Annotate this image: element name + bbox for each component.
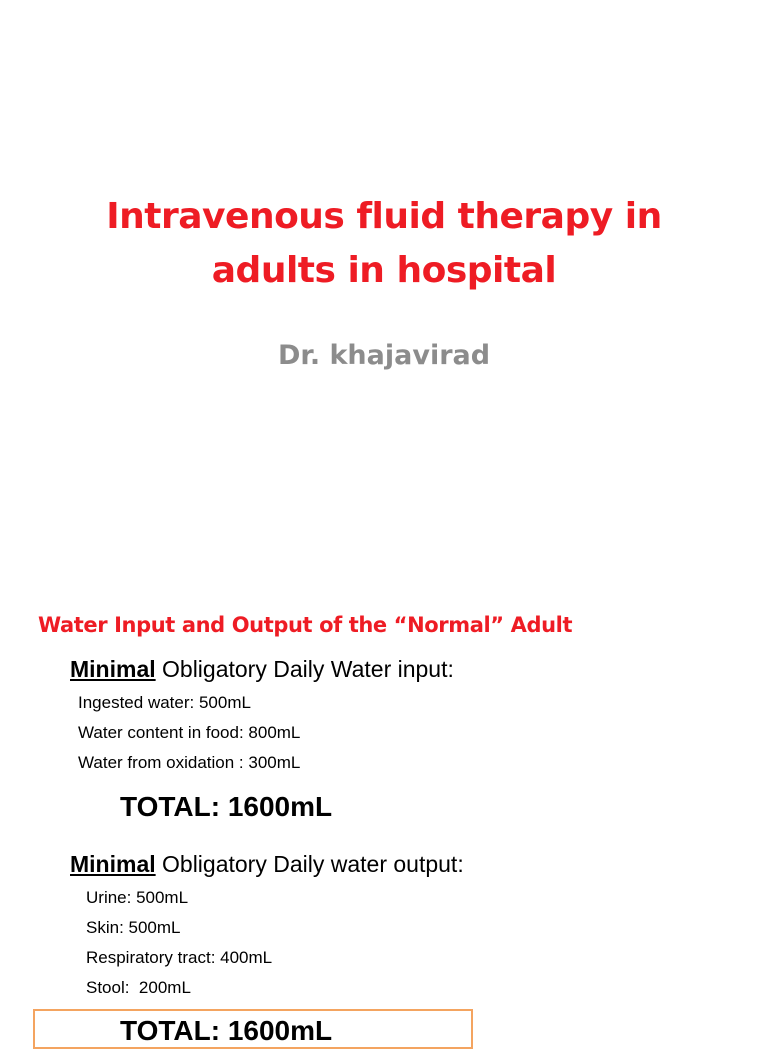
output-total-box xyxy=(33,1009,473,1049)
output-emphasis: Minimal xyxy=(70,851,156,877)
output-heading-text: Obligatory Daily water output: xyxy=(155,851,464,877)
output-section-heading xyxy=(70,851,464,878)
input-total: TOTAL: 1600mL xyxy=(120,791,333,822)
author-name: Dr. khajavirad xyxy=(277,340,491,371)
output-item: Skin: 500mL xyxy=(86,918,181,937)
input-heading-text: Obligatory Daily Water input: xyxy=(155,656,454,682)
water-balance-slide xyxy=(0,576,768,1046)
title-line-2: adults in hospital xyxy=(211,250,557,291)
slide-heading: Water Input and Output of the “Normal” Adult xyxy=(38,613,573,637)
output-item: Respiratory tract: 400mL xyxy=(86,948,273,967)
input-section-heading xyxy=(70,656,454,683)
title-line-1: Intravenous fluid therapy in xyxy=(106,196,662,237)
slide-title xyxy=(0,190,768,298)
output-item: Urine: 500mL xyxy=(86,888,189,907)
output-item: Stool: 200mL xyxy=(86,978,191,997)
output-total: TOTAL: 1600mL xyxy=(120,1015,333,1046)
input-emphasis: Minimal xyxy=(70,656,156,682)
input-item: Water content in food: 800mL xyxy=(78,723,301,742)
input-item: Water from oxidation : 300mL xyxy=(78,753,301,772)
input-item: Ingested water: 500mL xyxy=(78,693,251,712)
